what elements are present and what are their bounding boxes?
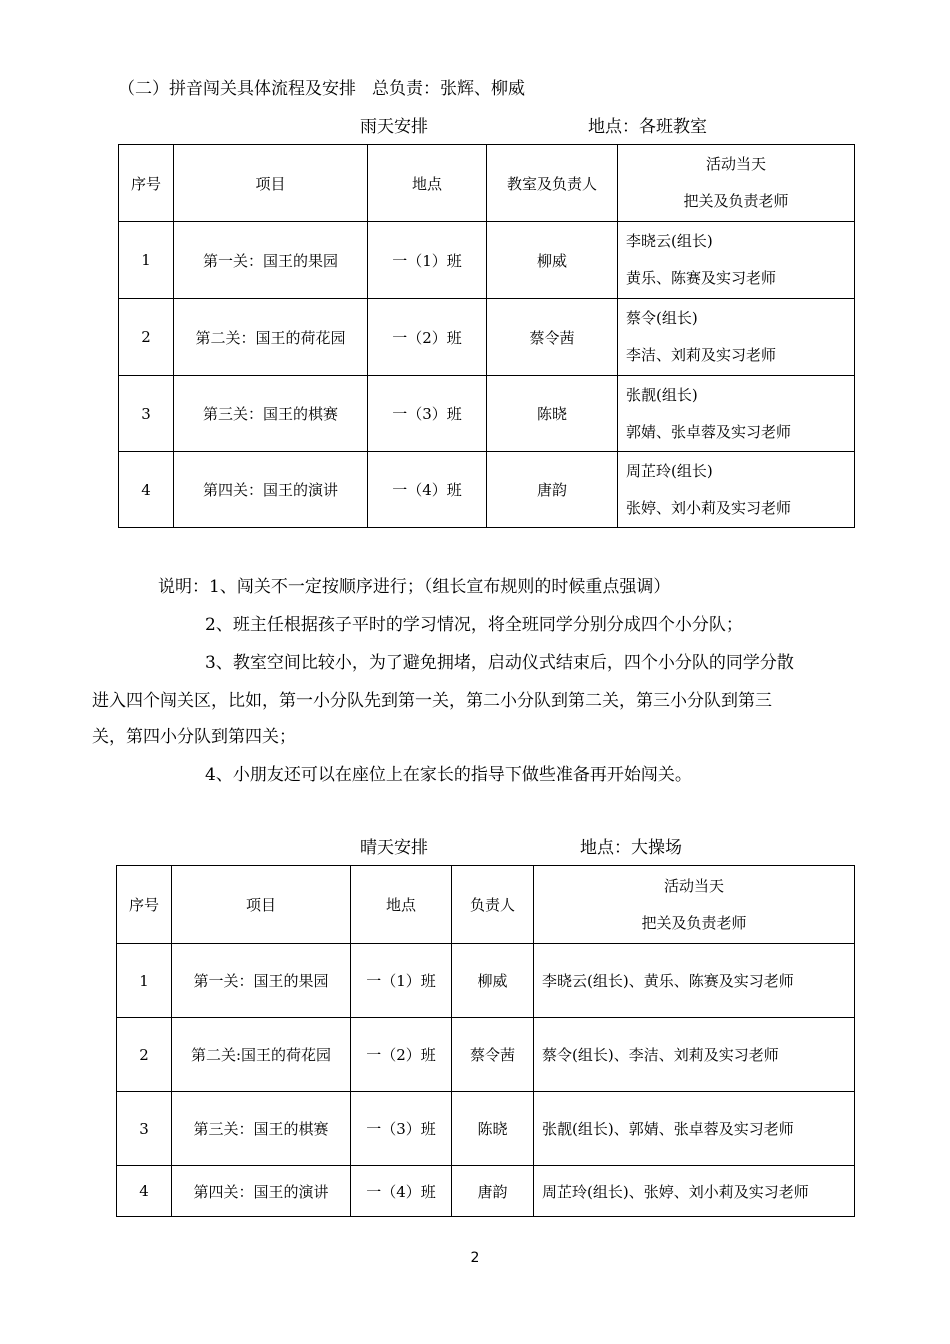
row-item: 第四关：国王的演讲: [174, 452, 368, 528]
row-place: 一（3）班: [351, 1092, 452, 1166]
header-place: 地点: [351, 866, 452, 944]
row-no: 1: [119, 222, 174, 299]
row-item: 第二关:国王的荷花园: [172, 1018, 351, 1092]
row-person: 柳威: [487, 222, 618, 299]
row-no: 1: [117, 944, 172, 1018]
row-duty-line1: 蔡令(组长): [626, 309, 698, 327]
row-no: 4: [119, 452, 174, 528]
row-person: 唐韵: [487, 452, 618, 528]
sunny-table: [116, 865, 855, 1217]
header-room: 教室及负责人: [487, 145, 618, 222]
note-4: 4、小朋友还可以在座位上在家长的指导下做些准备再开始闯关。: [205, 765, 692, 785]
row-duty: 周芷玲(组长)、张婷、刘小莉及实习老师: [534, 1166, 855, 1217]
header-item: 项目: [174, 145, 368, 222]
note-2: 2、班主任根据孩子平时的学习情况，将全班同学分别分成四个小分队；: [205, 615, 743, 635]
row-person: 唐韵: [452, 1166, 534, 1217]
row-person: 陈晓: [452, 1092, 534, 1166]
row-no: 3: [119, 376, 174, 452]
rainy-table: [118, 144, 855, 528]
note-3a: 3、教室空间比较小，为了避免拥堵，启动仪式结束后，四个小分队的同学分散: [205, 653, 794, 673]
header-duty-line2: 把关及负责老师: [641, 913, 747, 932]
row-duty-line2: 李洁、刘莉及实习老师: [626, 346, 777, 364]
header-no: 序号: [119, 145, 174, 222]
section-heading: [118, 74, 525, 99]
row-duty-line2: 郭婧、张卓蓉及实习老师: [626, 422, 792, 441]
section-title: （二）拼音闯关具体流程及安排: [118, 79, 356, 99]
row-item: 第三关：国王的棋赛: [174, 376, 368, 452]
note-3c: 关，第四小分队到第四关；: [92, 727, 296, 747]
row-no: 3: [117, 1092, 172, 1166]
rainy-header-row: [119, 145, 855, 222]
row-duty: [618, 222, 855, 299]
header-no: 序号: [117, 866, 172, 944]
row-place: 一（1）班: [368, 222, 487, 299]
row-place: 一（4）班: [351, 1166, 452, 1217]
row-duty: [618, 299, 855, 376]
row-duty: 张靓(组长)、郭婧、张卓蓉及实习老师: [534, 1092, 855, 1166]
header-room: 负责人: [452, 866, 534, 944]
row-place: 一（3）班: [368, 376, 487, 452]
row-place: 一（4）班: [368, 452, 487, 528]
row-item: 第二关：国王的荷花园: [174, 299, 368, 376]
row-duty-line1: 周芷玲(组长): [626, 461, 713, 480]
row-duty-line2: 张婷、刘小莉及实习老师: [626, 498, 792, 517]
header-duty-line1: 活动当天: [705, 155, 766, 173]
row-duty: [618, 452, 855, 528]
header-duty: [618, 145, 855, 222]
table-row: [117, 1092, 855, 1166]
note-1: 说明：1、闯关不一定按顺序进行；（组长宣布规则的时候重点强调）: [158, 577, 671, 597]
section-owner: 总负责：张辉、柳威: [372, 79, 525, 99]
table-row: [119, 299, 855, 376]
header-place: 地点: [368, 145, 487, 222]
header-duty-line2: 把关及负责老师: [683, 192, 789, 210]
row-duty-line1: 李晓云(组长): [626, 232, 713, 250]
table-row: [119, 452, 855, 528]
note-3b: 进入四个闯关区，比如，第一小分队先到第一关，第二小分队到第二关，第三小分队到第三: [92, 691, 772, 711]
rainy-location: 地点：各班教室: [588, 117, 707, 137]
table-row: [117, 1018, 855, 1092]
row-item: 第三关：国王的棋赛: [172, 1092, 351, 1166]
row-person: 蔡令茜: [452, 1018, 534, 1092]
table-row: [119, 376, 855, 452]
row-place: 一（2）班: [351, 1018, 452, 1092]
row-person: 陈晓: [487, 376, 618, 452]
header-duty: [534, 866, 855, 944]
row-item: 第一关：国王的果园: [174, 222, 368, 299]
table-row: [117, 1166, 855, 1217]
sunny-title: 晴天安排: [360, 838, 428, 858]
table-row: [119, 222, 855, 299]
row-no: 2: [119, 299, 174, 376]
header-duty-line1: 活动当天: [663, 876, 724, 895]
row-item: 第四关：国王的演讲: [172, 1166, 351, 1217]
row-duty: [618, 376, 855, 452]
rainy-title: 雨天安排: [360, 117, 428, 137]
row-item: 第一关：国王的果园: [172, 944, 351, 1018]
header-item: 项目: [172, 866, 351, 944]
row-person: 蔡令茜: [487, 299, 618, 376]
row-no: 4: [117, 1166, 172, 1217]
row-no: 2: [117, 1018, 172, 1092]
row-duty: 李晓云(组长)、黄乐、陈赛及实习老师: [534, 944, 855, 1018]
row-duty: 蔡令(组长)、李洁、刘莉及实习老师: [534, 1018, 855, 1092]
sunny-header-row: [117, 866, 855, 944]
row-duty-line1: 张靓(组长): [626, 385, 698, 404]
row-place: 一（1）班: [351, 944, 452, 1018]
page-number: 2: [470, 1250, 480, 1266]
sunny-location: 地点：大操场: [580, 838, 682, 858]
table-row: [117, 944, 855, 1018]
row-person: 柳威: [452, 944, 534, 1018]
row-duty-line2: 黄乐、陈赛及实习老师: [626, 269, 777, 287]
row-place: 一（2）班: [368, 299, 487, 376]
